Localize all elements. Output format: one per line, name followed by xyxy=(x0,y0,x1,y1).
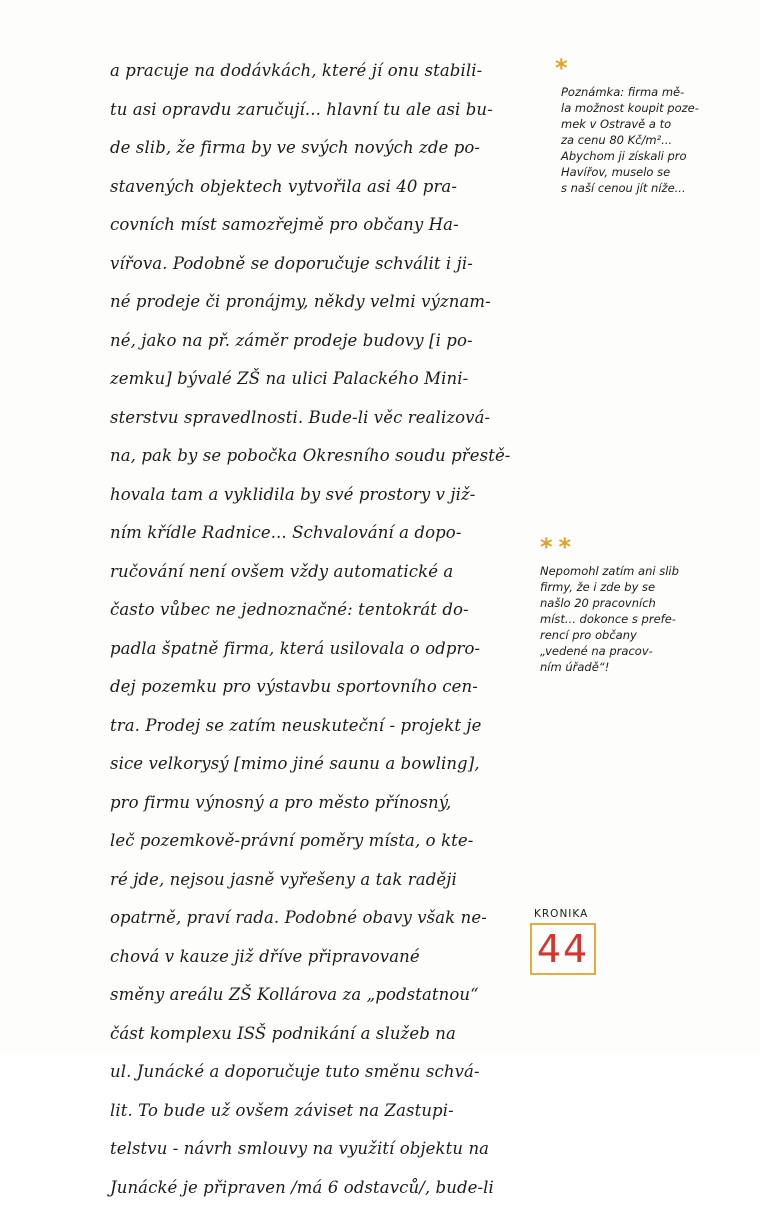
text-line: de slib, že firma by ve svých nových zde po- xyxy=(110,129,550,168)
text-line: padla špatně firma, která usilovala o odpro- xyxy=(110,630,550,669)
text-line: ručování není ovšem vždy automatické a xyxy=(110,553,550,592)
text-line: sice velkorysý [mimo jiné saunu a bowling], xyxy=(110,745,550,784)
text-line: sterstvu spravedlnosti. Bude-li věc realizová- xyxy=(110,399,550,438)
text-line: tra. Prodej se zatím neuskuteční - projekt je xyxy=(110,707,550,746)
text-line: hovala tam a vyklidila by své prostory v již- xyxy=(110,476,550,515)
note-line: Nepomohl zatím ani slib xyxy=(540,563,740,579)
page-number: 44 xyxy=(537,930,589,968)
text-line: pro firmu výnosný a pro město přínosný, xyxy=(110,784,550,823)
note-line: la možnost koupit poze- xyxy=(561,100,735,116)
note-line: Abychom ji získali pro xyxy=(561,148,735,164)
chronicle-footer xyxy=(530,908,610,975)
margin-note-2 xyxy=(540,535,740,675)
main-text-column xyxy=(110,52,550,1207)
margin-note-1 xyxy=(555,56,735,196)
text-line: né prodeje či pronájmy, někdy velmi význam- xyxy=(110,283,550,322)
note-line: našlo 20 pracovních xyxy=(540,595,740,611)
note-line: s naší cenou jít níže... xyxy=(561,180,735,196)
text-line: část komplexu ISŠ podnikání a služeb na xyxy=(110,1015,550,1054)
text-line: leč pozemkově-právní poměry místa, o kte- xyxy=(110,822,550,861)
chronicle-label: KRONIKA xyxy=(534,908,610,920)
note-line: ním úřadě“! xyxy=(540,659,740,675)
note-line: za cenu 80 Kč/m²... xyxy=(561,132,735,148)
note-line: míst... dokonce s prefe- xyxy=(540,611,740,627)
margin-note-1-lines xyxy=(561,84,735,196)
text-line: ré jde, nejsou jasně vyřešeny a tak raději xyxy=(110,861,550,900)
asterisk-icon: * xyxy=(555,56,735,80)
text-line: telstvu - návrh smlouvy na využití objektu na xyxy=(110,1130,550,1169)
double-asterisk-icon: ** xyxy=(540,535,740,559)
text-line: dej pozemku pro výstavbu sportovního cen- xyxy=(110,668,550,707)
text-line: a pracuje na dodávkách, které jí onu stabili- xyxy=(110,52,550,91)
text-line: opatrně, praví rada. Podobné obavy však ne- xyxy=(110,899,550,938)
text-line: zemku] bývalé ZŠ na ulici Palackého Mini- xyxy=(110,360,550,399)
text-line: covních míst samozřejmě pro občany Ha- xyxy=(110,206,550,245)
text-line: ním křídle Radnice... Schvalování a dopo- xyxy=(110,514,550,553)
text-line: Junácké je připraven /má 6 odstavců/, bude-li xyxy=(110,1169,550,1207)
text-line: tu asi opravdu zaručují... hlavní tu ale asi bu- xyxy=(110,91,550,130)
note-line: mek v Ostravě a to xyxy=(561,116,735,132)
text-line: stavených objektech vytvořila asi 40 pra- xyxy=(110,168,550,207)
note-line: Poznámka: firma mě- xyxy=(561,84,735,100)
page-number-box xyxy=(530,923,596,975)
text-line: lit. To bude už ovšem záviset na Zastupi- xyxy=(110,1092,550,1131)
text-line: chová v kauze již dříve připravované xyxy=(110,938,550,977)
note-line: firmy, že i zde by se xyxy=(540,579,740,595)
note-line: Havířov, muselo se xyxy=(561,164,735,180)
text-line: často vůbec ne jednoznačné: tentokrát do- xyxy=(110,591,550,630)
text-line: né, jako na př. záměr prodeje budovy [i po- xyxy=(110,322,550,361)
note-line: rencí pro občany xyxy=(540,627,740,643)
text-line: vířova. Podobně se doporučuje schválit i ji- xyxy=(110,245,550,284)
text-line: směny areálu ZŠ Kollárova za „podstatnou“ xyxy=(110,976,550,1015)
note-line: „vedené na pracov- xyxy=(540,643,740,659)
text-line: ul. Junácké a doporučuje tuto směnu schvá- xyxy=(110,1053,550,1092)
text-line: na, pak by se pobočka Okresního soudu přestě- xyxy=(110,437,550,476)
margin-note-2-lines xyxy=(540,563,740,675)
